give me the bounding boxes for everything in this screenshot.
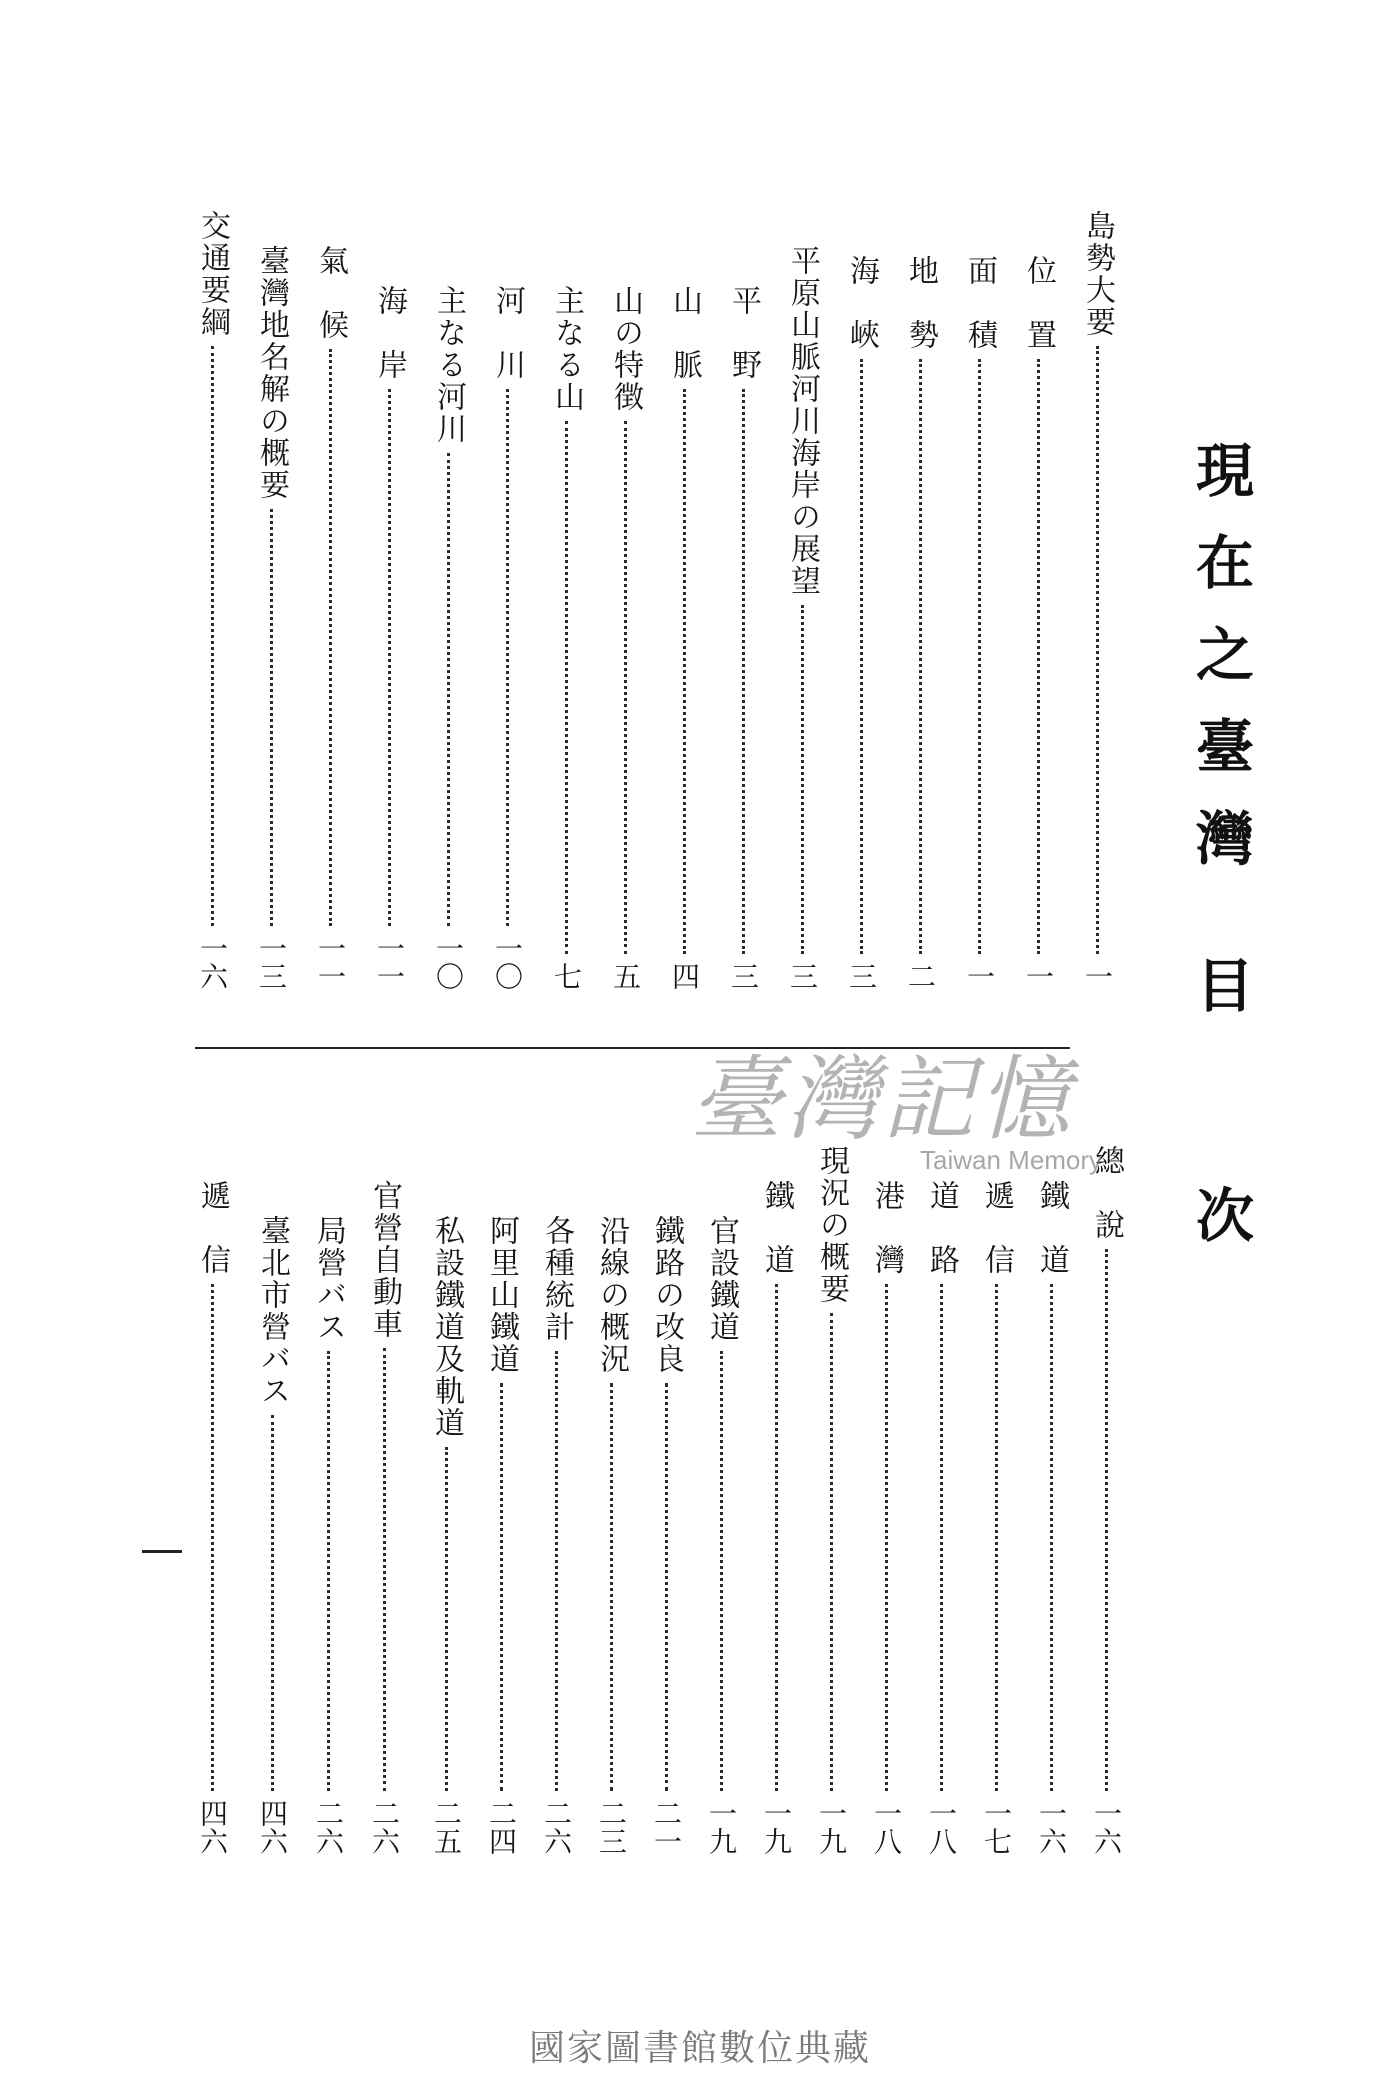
leader-dots	[447, 453, 450, 926]
entry-label: 面 積	[962, 255, 997, 351]
entry-page: 一八	[925, 1799, 958, 1855]
entry-label: 港 灣	[869, 1180, 904, 1276]
leader-dots	[610, 1383, 613, 1791]
leader-dots	[860, 359, 863, 954]
toc-heading-first: 目	[1186, 955, 1254, 1013]
leader-dots	[1050, 1284, 1053, 1791]
toc-entry[interactable]	[189, 1180, 235, 1855]
entry-page: 一七	[980, 1799, 1013, 1855]
leader-dots	[665, 1383, 668, 1791]
footer-credit: 國家圖書館數位典藏	[528, 2028, 871, 2069]
entry-label: 臺北市營バス	[255, 1215, 290, 1407]
entry-page: 三	[727, 962, 760, 990]
entry-label: 各種統計	[539, 1215, 574, 1343]
entry-label: 阿里山鐵道	[484, 1215, 519, 1375]
toc-entry[interactable]	[602, 285, 648, 990]
leader-dots	[506, 389, 509, 926]
leader-dots	[211, 346, 214, 926]
entry-label: 島勢大要	[1080, 210, 1115, 338]
entry-page: 一一	[314, 934, 347, 990]
entry-label: 官設鐵道	[704, 1215, 739, 1343]
entry-label: 山の特徴	[608, 285, 643, 413]
leader-dots	[885, 1284, 888, 1791]
leader-dots	[978, 359, 981, 954]
toc-entry[interactable]	[361, 1180, 407, 1855]
entry-page: 一〇	[491, 934, 524, 990]
toc-entry[interactable]	[248, 245, 294, 990]
page-folio	[142, 1550, 182, 1553]
entry-label: 海 峽	[844, 255, 879, 351]
entry-page: 一	[1022, 962, 1055, 990]
leader-dots	[995, 1284, 998, 1791]
entry-page: 一	[1081, 962, 1114, 990]
entry-label: 鐵 道	[759, 1180, 794, 1276]
entry-page: 一	[963, 962, 996, 990]
toc-entry[interactable]	[484, 285, 530, 990]
leader-dots	[1037, 359, 1040, 954]
entry-page: 二四	[485, 1799, 518, 1855]
entry-label: 臺灣地名解の概要	[254, 245, 289, 501]
toc-entry[interactable]	[897, 255, 943, 990]
entry-page: 一九	[760, 1799, 793, 1855]
entry-page: 四六	[196, 1799, 229, 1855]
entry-label: 遞 信	[979, 1180, 1014, 1276]
entry-page: 二六	[368, 1799, 401, 1855]
watermark-main-text: 臺灣記憶	[690, 1046, 1075, 1153]
entry-label: 鐵 道	[1034, 1180, 1069, 1276]
entry-page: 一六	[1035, 1799, 1068, 1855]
entry-label: 主なる河川	[431, 285, 466, 445]
leader-dots	[211, 1284, 214, 1791]
entry-page: 四	[668, 962, 701, 990]
leader-dots	[1096, 346, 1099, 954]
leader-dots	[742, 389, 745, 954]
leader-dots	[329, 349, 332, 926]
entry-page: 二三	[595, 1799, 628, 1855]
toc-entry[interactable]	[698, 1215, 744, 1855]
toc-entry[interactable]	[189, 210, 235, 990]
toc-entry[interactable]	[478, 1215, 524, 1855]
leader-dots	[1105, 1249, 1108, 1791]
toc-entry[interactable]	[425, 285, 471, 990]
toc-entry[interactable]	[1074, 210, 1120, 990]
toc-entry[interactable]	[305, 1215, 351, 1855]
entry-label: 山 脈	[667, 285, 702, 381]
entry-page: 二六	[312, 1799, 345, 1855]
toc-entry[interactable]	[588, 1215, 634, 1855]
entry-label: 位 置	[1021, 255, 1056, 351]
entry-label: 交通要綱	[195, 210, 230, 338]
entry-label: 道 路	[924, 1180, 959, 1276]
leader-dots	[555, 1351, 558, 1791]
entry-label: 地 勢	[903, 255, 938, 351]
entry-page: 一六	[196, 934, 229, 990]
entry-label: 主なる山	[549, 285, 584, 413]
entry-page: 三	[845, 962, 878, 990]
watermark-sub-text: Taiwan Memory	[920, 1145, 1103, 1175]
leader-dots	[270, 509, 273, 926]
leader-dots	[775, 1284, 778, 1791]
entry-label: 沿線の概況	[594, 1215, 629, 1375]
toc-entry[interactable]	[1015, 255, 1061, 990]
toc-entry[interactable]	[249, 1215, 295, 1855]
entry-label: 河 川	[490, 285, 525, 381]
leader-dots	[445, 1447, 448, 1791]
toc-entry[interactable]	[1083, 1145, 1129, 1855]
leader-dots	[720, 1351, 723, 1791]
entry-label: 總 說	[1089, 1145, 1124, 1241]
toc-entry[interactable]	[366, 285, 412, 990]
book-title: 現在之臺灣	[1186, 440, 1254, 900]
entry-page: 一九	[815, 1799, 848, 1855]
entry-label: 氣 候	[313, 245, 348, 341]
entry-page: 二	[904, 962, 937, 990]
entry-page: 二一	[650, 1799, 683, 1855]
leader-dots	[327, 1351, 330, 1791]
entry-page: 四六	[256, 1799, 289, 1855]
toc-entry[interactable]	[423, 1215, 469, 1855]
leader-dots	[940, 1284, 943, 1791]
toc-entry[interactable]	[661, 285, 707, 990]
entry-label: 平原山脈河川海岸の展望	[785, 245, 820, 597]
entry-label: 官營自動車	[367, 1180, 402, 1340]
entry-page: 一六	[1090, 1799, 1123, 1855]
toc-entry[interactable]	[307, 245, 353, 990]
toc-entry[interactable]	[808, 1145, 854, 1855]
entry-page: 七	[550, 962, 583, 990]
entry-label: 局營バス	[311, 1215, 346, 1343]
entry-label: 遞 信	[195, 1180, 230, 1276]
entry-label: 私設鐵道及軌道	[429, 1215, 464, 1439]
toc-entry[interactable]	[753, 1180, 799, 1855]
toc-entry[interactable]	[863, 1180, 909, 1855]
entry-page: 一〇	[432, 934, 465, 990]
toc-heading-second: 次	[1186, 1185, 1254, 1243]
entry-label: 海 岸	[372, 285, 407, 381]
toc-entry[interactable]	[956, 255, 1002, 990]
entry-page: 五	[609, 962, 642, 990]
leader-dots	[271, 1415, 274, 1791]
toc-entry[interactable]	[1028, 1180, 1074, 1855]
leader-dots	[624, 421, 627, 954]
leader-dots	[801, 605, 804, 954]
leader-dots	[830, 1313, 833, 1791]
watermark	[690, 1045, 1130, 1185]
leader-dots	[500, 1383, 503, 1791]
toc-entry[interactable]	[918, 1180, 964, 1855]
leader-dots	[565, 421, 568, 954]
entry-label: 平 野	[726, 285, 761, 381]
entry-page: 一九	[705, 1799, 738, 1855]
entry-page: 二五	[430, 1799, 463, 1855]
toc-entry[interactable]	[643, 1215, 689, 1855]
entry-label: 鐵路の改良	[649, 1215, 684, 1375]
leader-dots	[383, 1348, 386, 1791]
toc-entry[interactable]	[779, 245, 825, 990]
toc-entry[interactable]	[533, 1215, 579, 1855]
entry-page: 一三	[255, 934, 288, 990]
leader-dots	[683, 389, 686, 954]
toc-entry[interactable]	[720, 285, 766, 990]
toc-entry[interactable]	[543, 285, 589, 990]
entry-page: 三	[786, 962, 819, 990]
entry-page: 二六	[540, 1799, 573, 1855]
entry-page: 一八	[870, 1799, 903, 1855]
toc-entry[interactable]	[838, 255, 884, 990]
toc-entry[interactable]	[973, 1180, 1019, 1855]
leader-dots	[388, 389, 391, 926]
entry-label: 現況の概要	[814, 1145, 849, 1305]
leader-dots	[919, 359, 922, 954]
section-divider	[195, 1047, 1070, 1049]
entry-page: 一一	[373, 934, 406, 990]
